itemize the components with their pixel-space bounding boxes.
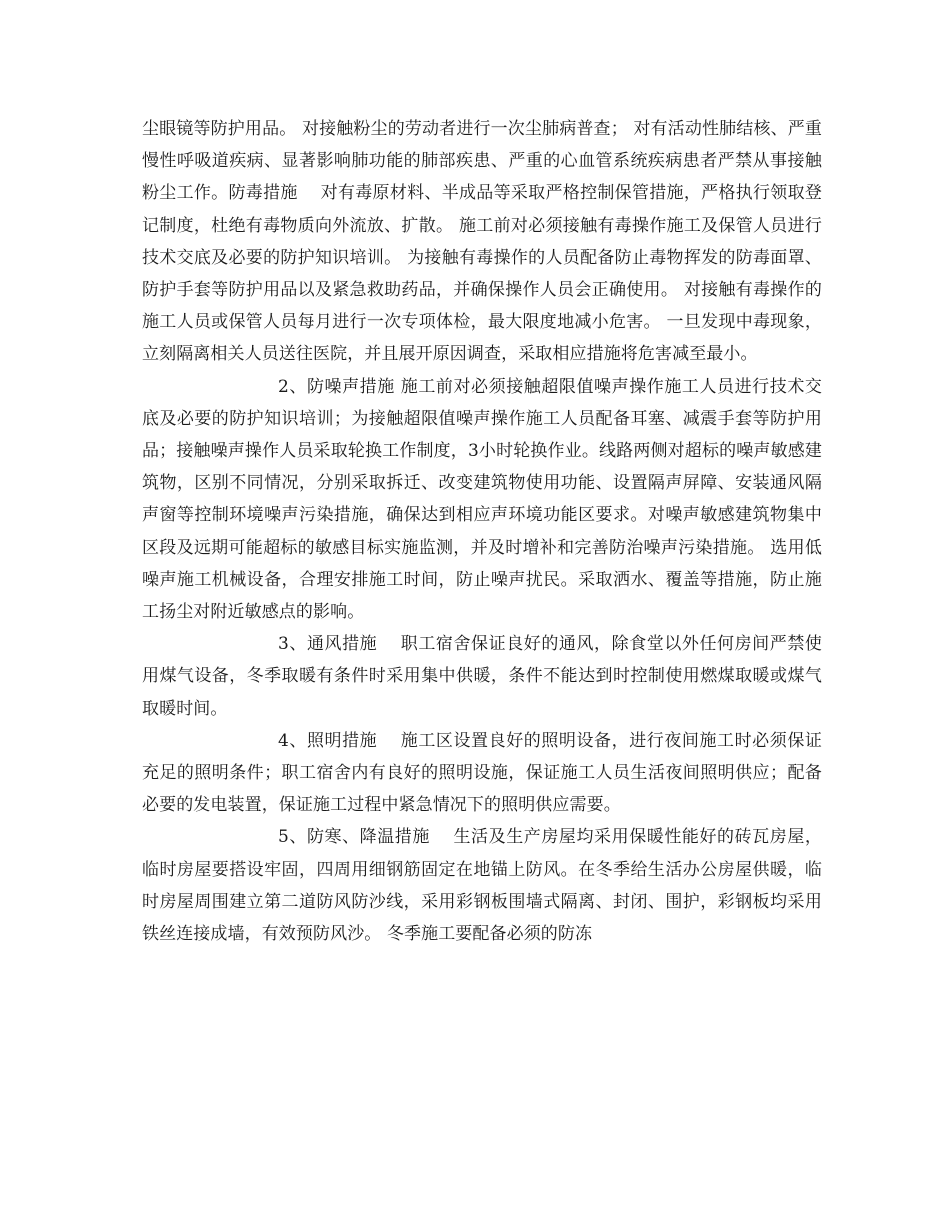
paragraph-ventilation-measures: 3、通风措施 职工宿舍保证良好的通风，除食堂以外任何房间严禁使用煤气设备，冬季取暖有条件时采用集中供暖，条件不能达到时控制使用燃煤取暖或煤气取暖时间。 [142,634,822,719]
paragraph-cold-and-cooling-measures: 5、防寒、降温措施 生活及生产房屋均采用保暖性能好的砖瓦房屋，临时房屋要搭设牢固，四周用细钢筋固定在地锚上防风。在冬季给生活办公房屋供暖，临时房屋周围建立第二道防风防沙线，采用彩钢板围墙式隔离、封闭、围护，彩钢板均采用铁丝连接成墙，有效预防风沙。 冬季施工要配备必须的防冻 [142,827,822,945]
document-body [142,113,822,950]
paragraph-noise-measures: 2、防噪声措施 施工前对必须接触超限值噪声操作施工人员进行技术交底及必要的防护知识培训；为接触超限值噪声操作施工人员配备耳塞、减震手套等防护用品；接触噪声操作人员采取轮换工作制度，3小时轮换作业。线路两侧对超标的噪声敏感建筑物，区别不同情况，分别采取拆迁、改变建筑物使用功能、设置隔声屏障、安装通风隔声窗等控制环境噪声污染措施，确保达到相应声环境功能区要求。对噪声敏感建筑物集中区段及远期可能超标的敏感目标实施监测，并及时增补和完善防治噪声污染措施。 选用低噪声施工机械设备，合理安排施工时间，防止噪声扰民。采取洒水、覆盖等措施，防止施工扬尘对附近敏感点的影响。 [142,376,822,623]
paragraph-lighting-measures: 4、照明措施 施工区设置良好的照明设备，进行夜间施工时必须保证充足的照明条件；职工宿舍内有良好的照明设施，保证施工人员生活夜间照明供应；配备必要的发电装置，保证施工过程中紧急情况下的照明供应需要。 [142,730,822,816]
paragraph-dust-and-toxic-measures: 尘眼镜等防护用品。 对接触粉尘的劳动者进行一次尘肺病普查； 对有活动性肺结核、严重慢性呼吸道疾病、显著影响肺功能的肺部疾患、严重的心血管系统疾病患者严禁从事接触粉尘工作。防毒措施 对有毒原材料、半成品等采取严格控制保管措施，严格执行领取登记制度，杜绝有毒物质向外流放、扩散。 施工前对必须接触有毒操作施工及保管人员进行技术交底及必要的防护知识培训。 为接触有毒操作的人员配备防止毒物挥发的防毒面罩、防护手套等防护用品以及紧急救助药品，并确保操作人员会正确使用。 对接触有毒操作的施工人员或保管人员每月进行一次专项体检，最大限度地减小危害。 一旦发现中毒现象，立刻隔离相关人员送往医院，并且展开原因调查，采取相应措施将危害减至最小。 [142,119,822,365]
